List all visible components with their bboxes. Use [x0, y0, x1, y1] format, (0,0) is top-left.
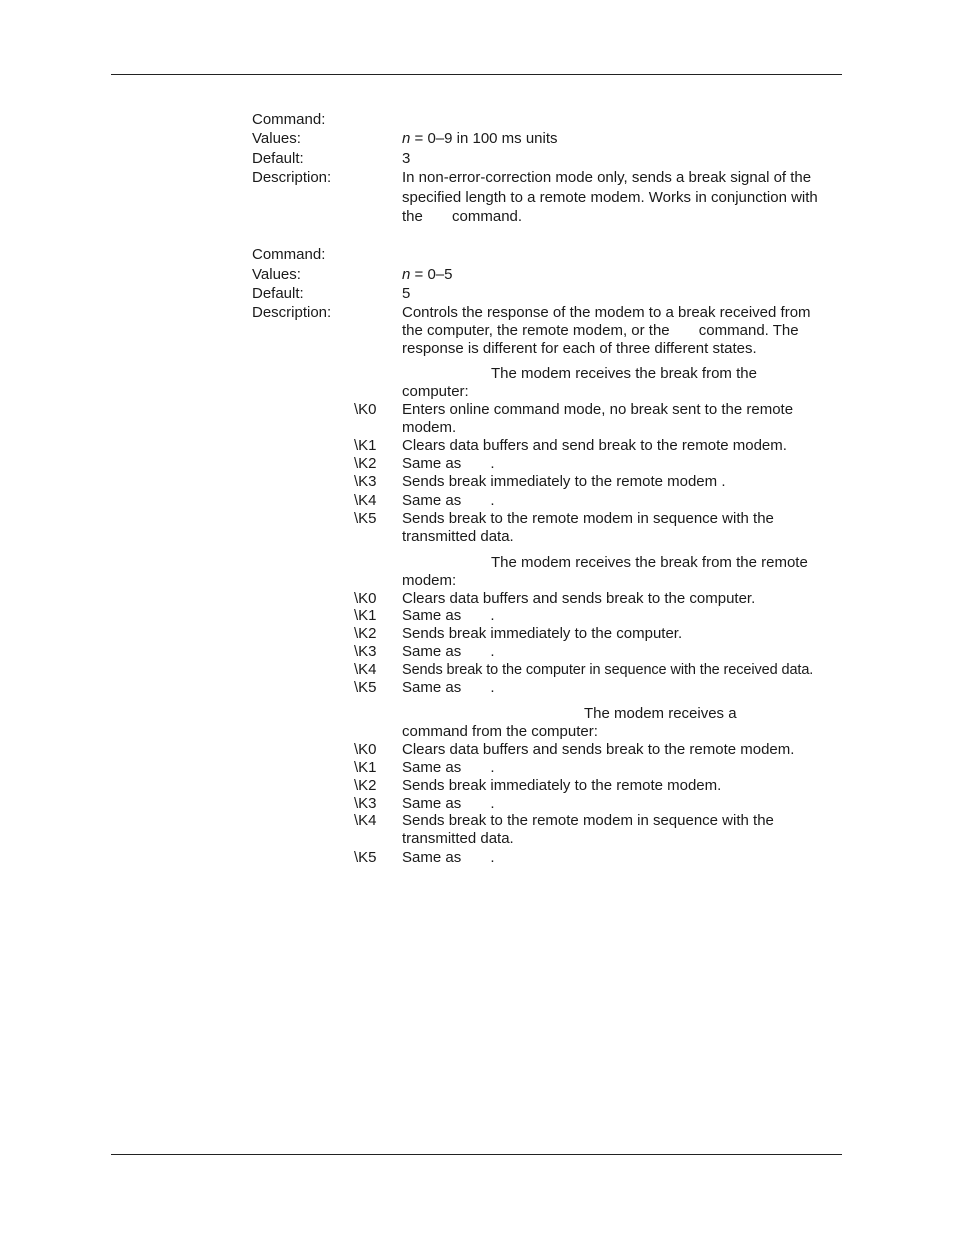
state-heading: The modem receives the break from the: [491, 365, 757, 382]
code-k0: \K0: [354, 741, 377, 758]
values-range: = 0–9 in 100 ms units: [410, 130, 558, 147]
description-line: specified length to a remote modem. Works in conjunction with: [402, 189, 818, 206]
code-k3: \K3: [354, 473, 377, 490]
footer-rule: [111, 1154, 842, 1155]
code-k3: \K3: [354, 643, 377, 660]
values-label: Values:: [252, 266, 301, 283]
item-text: Same as .: [402, 455, 495, 472]
code-k4: \K4: [354, 661, 377, 678]
code-k2: \K2: [354, 455, 377, 472]
item-text: modem.: [402, 419, 457, 436]
default-label: Default:: [252, 150, 304, 167]
item-text: Same as .: [402, 607, 495, 624]
state-heading: command from the computer:: [402, 723, 598, 740]
code-k1: \K1: [354, 759, 377, 776]
item-text: Same as .: [402, 492, 495, 509]
state-heading: The modem receives a: [584, 705, 737, 722]
description-line: Controls the response of the modem to a break received from: [402, 304, 811, 321]
item-text: Sends break to the remote modem in sequence with the: [402, 510, 774, 527]
command-label: Command:: [252, 246, 326, 263]
values-text: [402, 266, 452, 284]
item-text: Same as .: [402, 795, 495, 812]
code-k0: \K0: [354, 590, 377, 607]
code-k5: \K5: [354, 510, 377, 527]
item-text: transmitted data.: [402, 830, 514, 847]
values-range: = 0–5: [410, 266, 453, 283]
item-text: Clears data buffers and sends break to the remote modem.: [402, 741, 795, 758]
code-k3: \K3: [354, 795, 377, 812]
item-text: Sends break immediately to the remote modem.: [402, 777, 722, 794]
item-text: Sends break to the computer in sequence with the received data.: [402, 662, 814, 678]
state-heading: computer:: [402, 383, 469, 400]
description-label: Description:: [252, 169, 332, 186]
item-text: transmitted data.: [402, 528, 514, 545]
default-value: 5: [402, 285, 411, 302]
description-label: Description:: [252, 304, 332, 321]
item-text: Sends break immediately to the remote modem .: [402, 473, 726, 490]
code-k4: \K4: [354, 812, 377, 829]
header-rule: [111, 74, 842, 75]
item-text: Same as .: [402, 849, 495, 866]
values-variable: n: [402, 130, 411, 147]
description-line: the computer, the remote modem, or the command. The: [402, 322, 799, 339]
default-label: Default:: [252, 285, 304, 302]
values-label: Values:: [252, 130, 301, 147]
item-text: Enters online command mode, no break sent to the remote: [402, 401, 794, 418]
code-k1: \K1: [354, 607, 377, 624]
description-line: the command.: [402, 208, 523, 225]
code-k0: \K0: [354, 401, 377, 418]
default-value: 3: [402, 150, 411, 167]
state-heading: modem:: [402, 572, 457, 589]
item-text: Same as .: [402, 759, 495, 776]
code-k5: \K5: [354, 679, 377, 696]
item-text: Clears data buffers and send break to the remote modem.: [402, 437, 787, 454]
code-k4: \K4: [354, 492, 377, 509]
code-k1: \K1: [354, 437, 377, 454]
state-heading: The modem receives the break from the remote: [491, 554, 808, 571]
item-text: Clears data buffers and sends break to the computer.: [402, 590, 756, 607]
code-k5: \K5: [354, 849, 377, 866]
values-variable: n: [402, 266, 411, 283]
description-line: In non-error-correction mode only, sends a break signal of the: [402, 169, 812, 186]
item-text: Sends break immediately to the computer.: [402, 625, 683, 642]
code-k2: \K2: [354, 777, 377, 794]
description-line: response is different for each of three different states.: [402, 340, 757, 357]
command-label: Command:: [252, 111, 326, 128]
item-text: Same as .: [402, 643, 495, 660]
code-k2: \K2: [354, 625, 377, 642]
item-text: Same as .: [402, 679, 495, 696]
values-text: [402, 130, 558, 148]
item-text: Sends break to the remote modem in sequence with the: [402, 812, 774, 829]
